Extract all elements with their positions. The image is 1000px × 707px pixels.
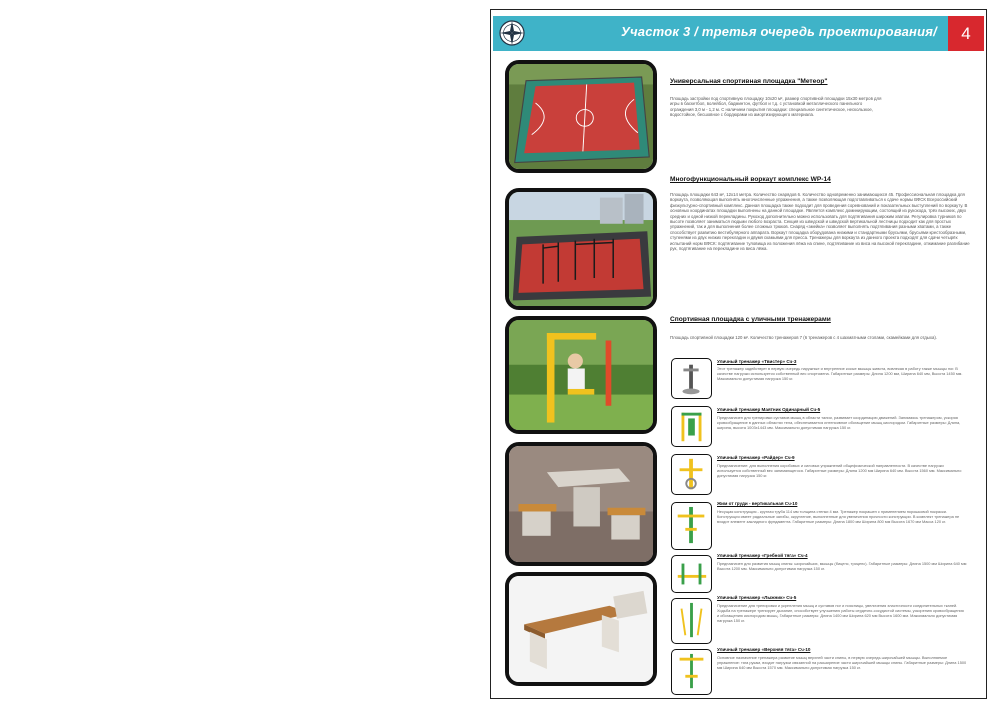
- equipment-title: Уличный тренажер «Твистер» Сч-3: [717, 359, 797, 364]
- equipment-thumb-twister: [671, 358, 712, 399]
- equipment-text: Этот тренажер задействует в первую очередь наружные и внутренние косые мышцы живота, вовлекая в работу также мышцы ног. В качестве нагрузки используется собственный вес спортсмена. Габаритные размеры: Длина 1200 мм, Ширина 640 мм, Высота 1450 мм. Максимально допустимая нагрузка 150 кг.: [717, 366, 963, 381]
- equipment-title: Уличный тренажер «Лыжник» Сч-5: [717, 595, 797, 600]
- equipment-thumb-pendulum: [671, 406, 712, 447]
- header-banner: [493, 16, 984, 51]
- compass-icon: [498, 19, 526, 47]
- equipment-thumb-chest-press: [671, 502, 712, 550]
- photo-chess-tables: [505, 442, 657, 566]
- equipment-title: Уличный тренажер Маятник Одинарный Сч-5: [717, 407, 821, 412]
- project-sheet: [490, 9, 987, 699]
- equipment-title: Уличный тренажер «Райдер» Сч-9: [717, 455, 795, 460]
- page-title: Участок 3 / третья очередь проектирования/: [621, 24, 937, 39]
- equipment-text: Предназначен для развития мышц спины: широчайших, мышцы (бицепс, трицепс). Габаритные размеры: Длина 1500 мм Ширина 640 мм Высота 1200 мм. Максимально допустимая нагрузка 150 кг.: [717, 561, 967, 571]
- photo-bench-render: [505, 572, 657, 686]
- equipment-thumb-rowing: [671, 555, 712, 593]
- section-text-workout: Площадь площадки 643 м², 12х14 метра. Количество снарядов 6. Количество одновременно занимающихся 45. Профессиональная площадка для воркаута, позволяющая выполнять многочисленные упражнения, а также позволяющая подготавливаться к сдаче нормы ВФСК Всероссийский физкультурно-спортивный комплекс. Данная площадка также подходит для проведения соревнований и показательных выступлений по воркауту. В основных координатах площадки выполнены на данной площадке. Является комплекс доминирующим, состоящий из рукохода, трёх высоких, двух средних и одной низкой перекладины. Рукоход дополнительно можно использовать для подтягивания широким хватом. Регулировка турников по высоте позволяет заниматься людьми любого возраста. Секция из шведской и шведской вертикальной лестницы подходит как для простых упражнений, так и для выполнения более сложных трюков. Снаряд «змейка» позволяет выполнять подтягивания разными хватами, а также способствует развитию вестибулярного аппарата. Воркаут площадка оборудована низкими и стандартными брусьями, брусьями крестообразными, ступенями из двух низких перекладин и двумя скамьями для пресса. Тренажеры для воркаута из данного проекта подходят для сдачи четырёх испытаний норм ВФСК: подтягивание туловища из положения лёжа на спине, подтягивание из виса на высокой перекладине, отжимание разгибание рук, подтягивание на перекладине из виса лёжа.: [670, 192, 970, 252]
- section-title-meteor: Универсальная спортивная площадка "Метеор": [670, 78, 828, 85]
- equipment-text: Предназначение для тренировки и укрепления мышц и суставов ног и поясницы, увеличения эластичности соединительных тканей. Ходьба на тренажере тренирует дыхание, способствует улучшению работы сердечно-сосудистой системы, ускорению кровообращения и обогащению кислородом мышц. Габаритные размеры: Длина 1400 мм Ширина 620 мм Высота 1600 мм. Максимально допустимая нагрузка 150 кг.: [717, 603, 964, 623]
- equipment-title: Уличный тренажер «Верхняя тяга» Сч-10: [717, 647, 811, 652]
- photo-outdoor-trainer: [505, 316, 657, 434]
- equipment-text: Основное назначение тренажера развитие мышц верхней части спины, в первую очередь широчайшей мышцы. Выполняемое упражнение: тяга рукам, входит нагрузки связанной на расширение части широчайшей мышцы спины. Габаритные размеры: Длина 1500 мм Ширина 640 мм Высота 1570 мм. Максимально допустимая нагрузка 150 кг.: [717, 655, 967, 670]
- section-text-meteor: Площадь застройки под спортивную площадку 10х20 м², размер спортивной площадки 15х30 метров для игры в баскетбол, волейбол, бадминтон, футбол и т.д. с установкой металлического панельного ограждения 3,0 м - 1,2 м. С наличием покрытия площадки: специальное синтетическое, нескользкое, водостойкое, бесшовное с бордюрами из амортизирующего материала.: [670, 96, 882, 118]
- equipment-thumb-lat-pull: [671, 649, 712, 695]
- photo-meteor-court: [505, 60, 657, 173]
- section-title-trainers: Спортивная площадка с уличными тренажерами: [670, 316, 831, 323]
- photo-workout-complex: [505, 188, 657, 310]
- equipment-text: Предназначение: для выполнения коробовых и силовых упражнений общефизической направленности. В качестве нагрузки используется собственный вес занимающегося. Габаритные размеры: Длина 1200 мм Ширина 640 мм. Высота 1560 мм. Максимально допустимая нагрузка 150 кг.: [717, 463, 962, 478]
- equipment-title: Уличный тренажер «Гребной тяга» Сч-4: [717, 553, 808, 558]
- equipment-title: Жим от груди - вертикальная Сч-10: [717, 501, 798, 506]
- equipment-thumb-skier: [671, 598, 712, 644]
- page-number-badge: 4: [948, 16, 984, 51]
- section-text-trainers: Площадь спортивной площадки 120 м². Количество тренажеров 7 (6 тренажеров с 4 шахматными столами, скамейками для отдыха).: [670, 335, 937, 340]
- section-title-workout: Многофункциональный воркаут комплекс WP-14: [670, 176, 831, 183]
- equipment-text: Предназначен для тренировки суставов мышц в области талии, развивает координацию движений. Занимаясь тренажером, ускоряя кровообращение в данных областях тела, обеспечивается интенсивное обогащение мышц кислородом. Габаритные размеры: Длина, ширина, высота 1003х1443 мм. Максимально допустимая нагрузка 150 кг.: [717, 415, 961, 430]
- equipment-text: Несущая конструкция - круглая труба 114 мм толщина стенки 4 мм. Тренажер покрашен с применением порошковой покраски. Конструкция имеет радиальные загибы, округление, выполненные для увеличения прочности конструкции. В комплект тренажера не входит элемент закладного фундамента. Габаритные размеры: Длина 1800 мм Ширина 800 мм Высота 1670 мм Масса 120 кг.: [717, 509, 960, 524]
- equipment-thumb-rider: [671, 454, 712, 495]
